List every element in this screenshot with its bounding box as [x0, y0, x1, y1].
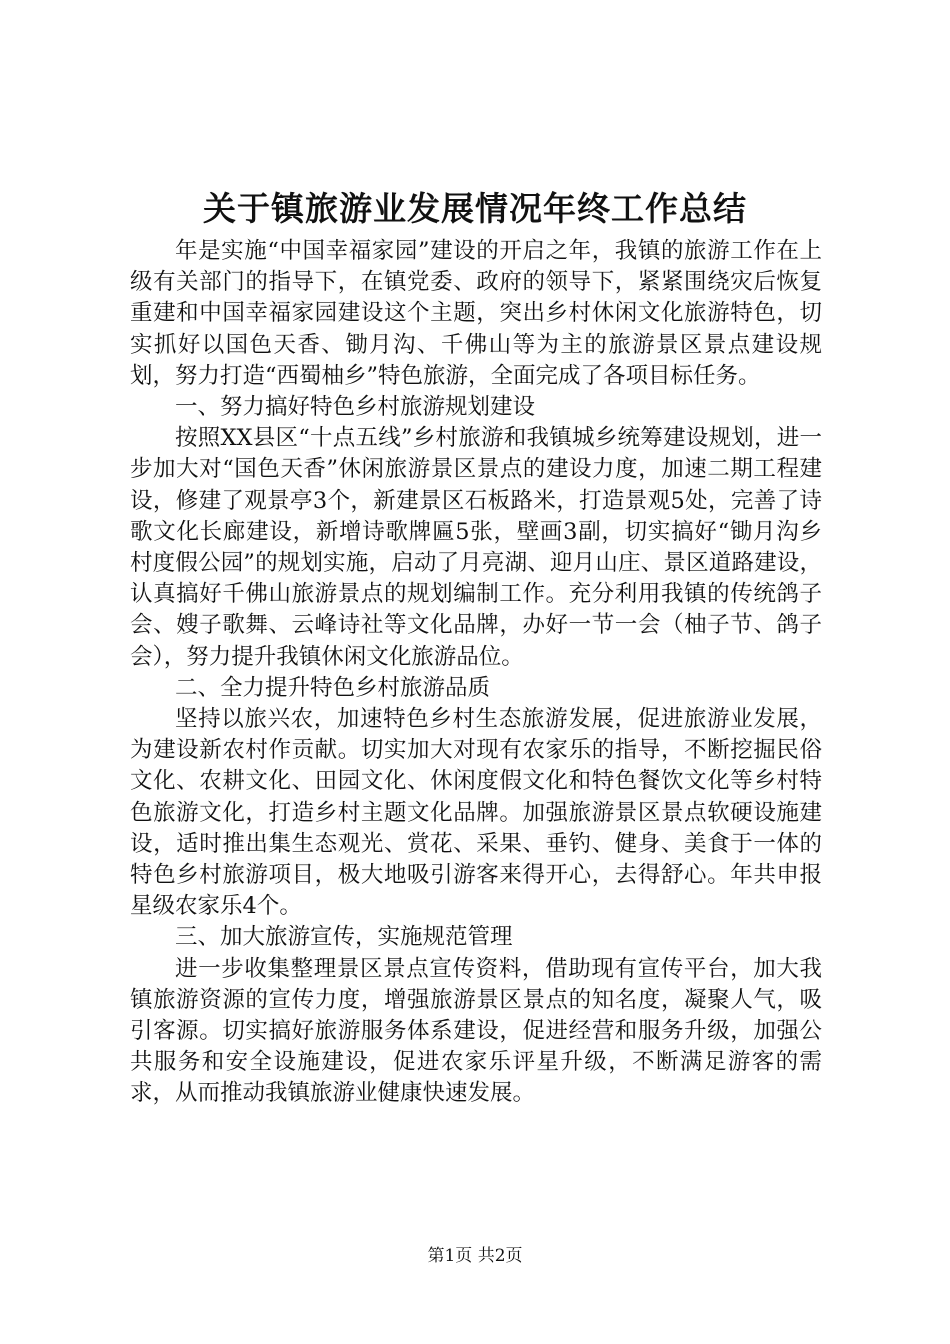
section-heading-2: 二、全力提升特色乡村旅游品质: [175, 674, 491, 701]
page-number-footer: 第1页 共2页: [427, 1246, 523, 1266]
paragraph-intro: 年是实施“中国幸福家园”建设的开启之年，我镇的旅游工作在上级有关部门的指导下，在镇党委、政府的领导下，紧紧围绕灾后恢复重建和中国幸福家园建设这个主题，突出乡村休闲文化旅游特色，切实抓好以国色天香、锄月沟、千佛山等为主的旅游景区景点建设规划，努力打造“西蜀柚乡”特色旅游，全面完成了各项目标任务。: [130, 238, 822, 389]
section-heading-3: 三、加大旅游宣传，实施规范管理: [175, 924, 513, 951]
document-title: 关于镇旅游业发展情况年终工作总结: [203, 189, 747, 228]
paragraph-section-2: 坚持以旅兴农，加速特色乡村生态旅游发展，促进旅游业发展，为建设新农村作贡献。切实加大对现有农家乐的指导，不断挖掘民俗文化、农耕文化、田园文化、休闲度假文化和特色餐饮文化等乡村特色旅游文化，打造乡村主题文化品牌。加强旅游景区景点软硬设施建设，适时推出集生态观光、赏花、采果、垂钓、健身、美食于一体的特色乡村旅游项目，极大地吸引游客来得开心，去得舒心。年共申报星级农家乐4个。: [130, 706, 822, 920]
paragraph-section-1: 按照XX县区“十点五线”乡村旅游和我镇城乡统筹建设规划，进一步加大对“国色天香”休闲旅游景区景点的建设力度，加速二期工程建设，修建了观景亭3个，新建景区石板路米，打造景观5处，完善了诗歌文化长廊建设，新增诗歌牌匾5张，壁画3副，切实搞好“锄月沟乡村度假公园”的规划实施，启动了月亮湖、迎月山庄、景区道路建设，认真搞好千佛山旅游景点的规划编制工作。充分利用我镇的传统鸽子会、嫂子歌舞、云峰诗社等文化品牌，办好一节一会（柚子节、鸽子会），努力提升我镇休闲文化旅游品位。: [130, 425, 822, 670]
document-body: [130, 236, 822, 1110]
paragraph-section-3: 进一步收集整理景区景点宣传资料，借助现有宣传平台，加大我镇旅游资源的宣传力度，增强旅游景区景点的知名度，凝聚人气，吸引客源。切实搞好旅游服务体系建设，促进经营和服务升级，加强公共服务和安全设施建设，促进农家乐评星升级，不断满足游客的需求，从而推动我镇旅游业健康快速发展。: [130, 955, 822, 1107]
section-heading-1: 一、努力搞好特色乡村旅游规划建设: [175, 394, 536, 421]
